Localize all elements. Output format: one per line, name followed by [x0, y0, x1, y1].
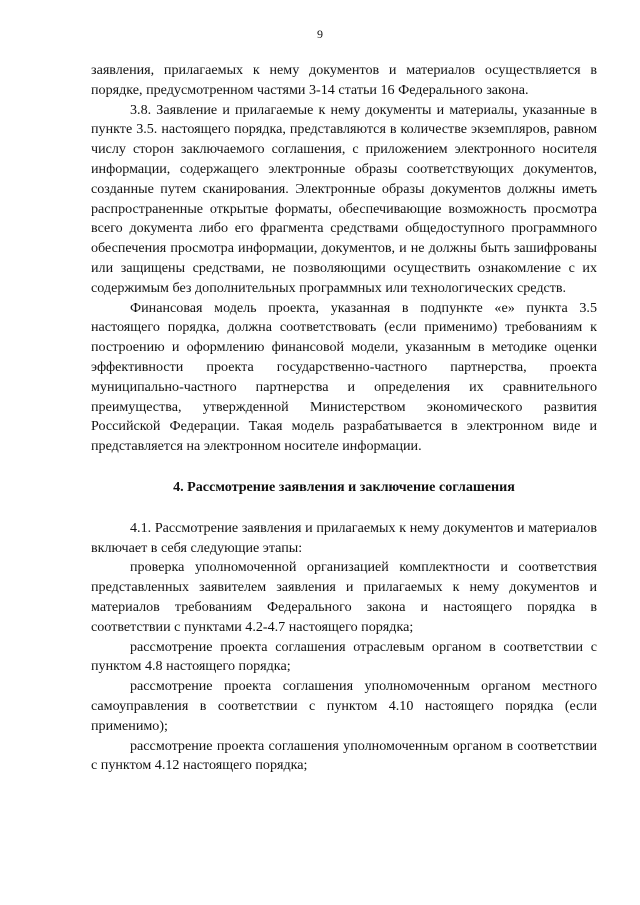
list-item-completeness-check: проверка уполномоченной организацией комплектности и соответствия представленных заявителем заявления и прилагаемых к нему документов и материалов требованиям Федерального закона и настоящего порядка в соответствии с пунктами 4.2-4.7 настоящего порядка;	[91, 559, 597, 635]
list-item-authorized-body-review: рассмотрение проекта соглашения уполномоченным органом в соответствии с пунктом 4.12 настоящего порядка;	[91, 737, 597, 774]
paragraph-continuation: заявления, прилагаемых к нему документов и материалов осуществляется в порядке, предусмотренном частями 3-14 статьи 16 Федерального закона.	[91, 62, 597, 98]
paragraph-3-8: 3.8. Заявление и прилагаемые к нему документы и материалы, указанные в пункте 3.5. настоящего порядка, представляются в количестве экземпляров, равном числу сторон заключаемого соглашения, с приложением электронного носителя информации, содержащего электронные образы соответствующих документов, созданные путем сканирования. Электронные образы документов должны иметь распространенные открытые форматы, обеспечивающие возможность просмотра всего документа либо его фрагмента средствами общедоступного программного обеспечения просмотра информации, документов, и не должны быть зашифрованы или защищены средствами, не позволяющими осуществить ознакомление с их содержимым без дополнительных программных или технологических средств.	[91, 101, 597, 296]
list-item-sector-review: рассмотрение проекта соглашения отраслевым органом в соответствии с пунктом 4.8 настоящего порядка;	[91, 638, 597, 675]
section-heading: 4. Рассмотрение заявления и заключение соглашения	[173, 478, 515, 495]
list-item-local-government-review: рассмотрение проекта соглашения уполномоченным органом местного самоуправления в соответствии с пунктом 4.10 настоящего порядка (если применимо);	[91, 678, 597, 734]
document-body	[91, 61, 597, 776]
paragraph-financial-model: Финансовая модель проекта, указанная в подпункте «е» пункта 3.5 настоящего порядка, должна соответствовать (если применимо) требованиям к построению и оформлению финансовой модели, указанным в методике оценки эффективности проекта государственно-частного партнерства, проекта муниципально-частного партнерства и определения их сравнительного преимущества, утвержденной Министерством экономического развития Российской Федерации. Такая модель разрабатывается в электронном виде и представляется на электронном носителе информации.	[91, 299, 597, 455]
paragraph-4-1: 4.1. Рассмотрение заявления и прилагаемых к нему документов и материалов включает в себя следующие этапы:	[91, 519, 597, 556]
page-number: 9	[317, 27, 323, 41]
